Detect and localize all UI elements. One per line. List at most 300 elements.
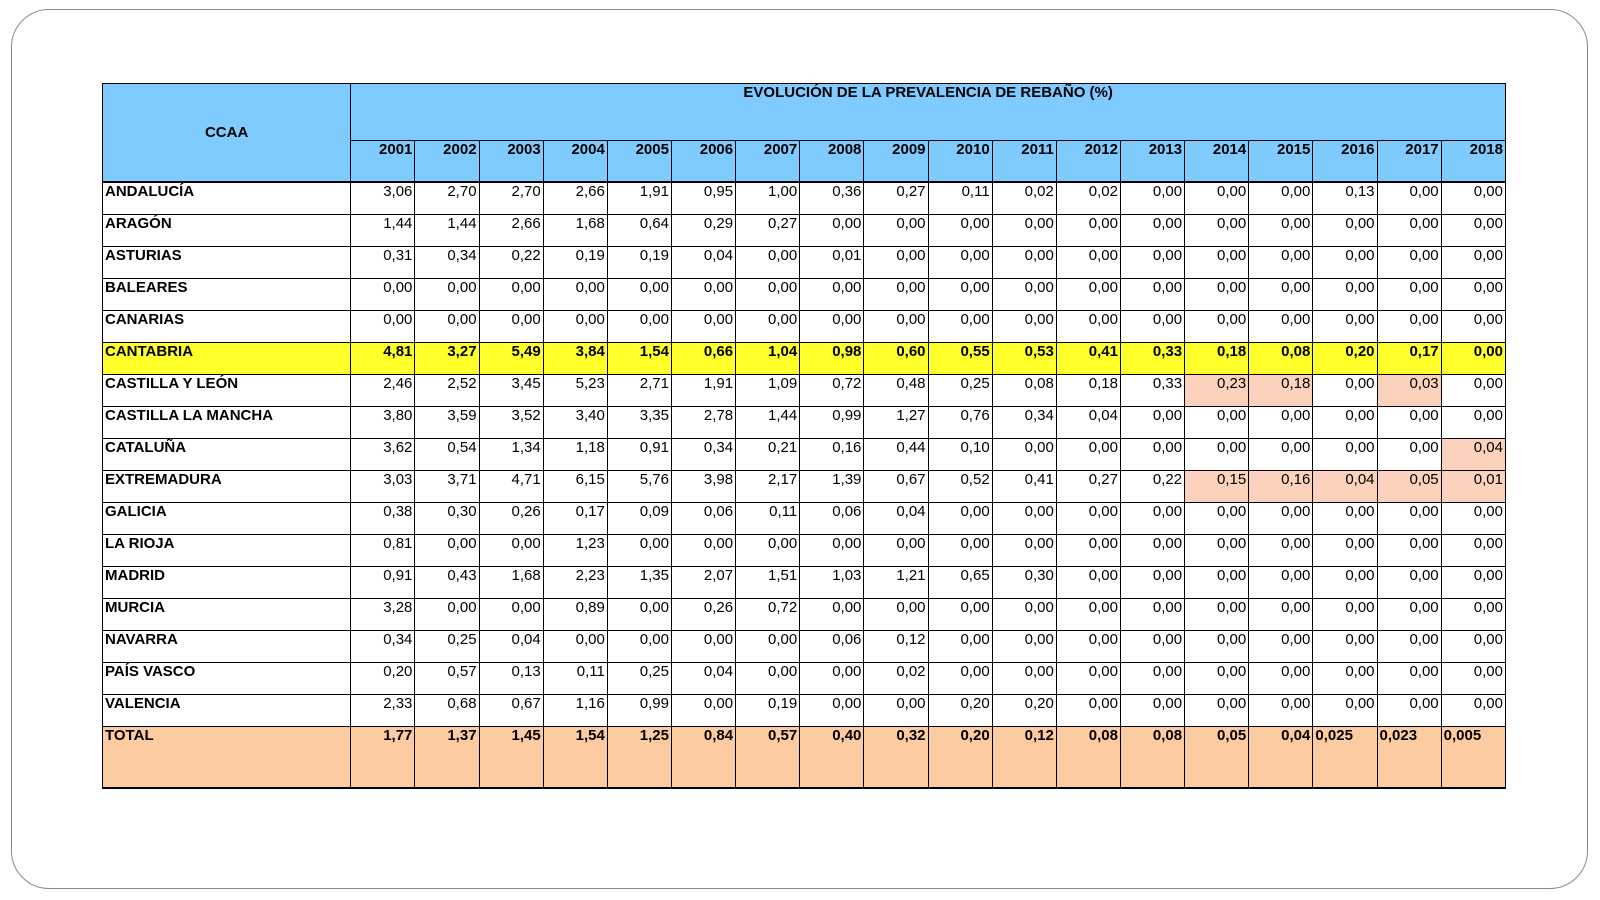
value-cell: 0,26 xyxy=(671,599,735,631)
value-cell: 3,62 xyxy=(351,439,415,471)
value-cell: 2,33 xyxy=(351,695,415,727)
value-cell: 0,00 xyxy=(1441,599,1505,631)
total-value-cell: 0,84 xyxy=(671,727,735,789)
value-cell: 0,00 xyxy=(671,535,735,567)
value-cell: 6,15 xyxy=(543,471,607,503)
value-cell: 0,00 xyxy=(736,247,800,279)
value-cell: 0,16 xyxy=(800,439,864,471)
value-cell: 0,00 xyxy=(1185,631,1249,663)
total-value-cell: 0,023 xyxy=(1377,727,1441,789)
table-body xyxy=(103,182,1506,788)
total-value-cell: 0,20 xyxy=(928,727,992,789)
value-cell: 0,00 xyxy=(1056,535,1120,567)
value-cell: 0,20 xyxy=(928,695,992,727)
year-header: 2004 xyxy=(543,141,607,183)
value-cell: 0,19 xyxy=(543,247,607,279)
value-cell: 0,00 xyxy=(1441,535,1505,567)
value-cell: 1,23 xyxy=(543,535,607,567)
value-cell: 0,36 xyxy=(800,182,864,215)
year-header: 2018 xyxy=(1441,141,1505,183)
value-cell: 0,06 xyxy=(800,503,864,535)
value-cell: 0,00 xyxy=(864,279,928,311)
value-cell: 0,41 xyxy=(1056,343,1120,375)
value-cell: 0,34 xyxy=(992,407,1056,439)
value-cell: 0,00 xyxy=(1441,247,1505,279)
value-cell: 0,00 xyxy=(1056,695,1120,727)
value-cell: 0,00 xyxy=(1441,215,1505,247)
value-cell: 1,44 xyxy=(736,407,800,439)
value-cell: 3,98 xyxy=(671,471,735,503)
value-cell: 0,22 xyxy=(1120,471,1184,503)
value-cell: 2,07 xyxy=(671,567,735,599)
value-cell: 2,70 xyxy=(479,182,543,215)
value-cell: 3,06 xyxy=(351,182,415,215)
value-cell: 0,43 xyxy=(415,567,479,599)
region-name: MURCIA xyxy=(103,599,351,631)
value-cell: 0,00 xyxy=(1441,343,1505,375)
value-cell: 0,00 xyxy=(1441,503,1505,535)
value-cell: 0,00 xyxy=(1377,311,1441,343)
value-cell: 0,00 xyxy=(736,631,800,663)
value-cell: 0,11 xyxy=(928,182,992,215)
value-cell: 3,71 xyxy=(415,471,479,503)
value-cell: 0,52 xyxy=(928,471,992,503)
table-title: EVOLUCIÓN DE LA PREVALENCIA DE REBAÑO (%) xyxy=(351,84,1506,141)
value-cell: 3,80 xyxy=(351,407,415,439)
value-cell: 3,28 xyxy=(351,599,415,631)
value-cell: 0,00 xyxy=(1313,695,1377,727)
value-cell: 0,25 xyxy=(415,631,479,663)
table-row xyxy=(103,567,1506,599)
value-cell: 0,04 xyxy=(671,663,735,695)
value-cell: 1,18 xyxy=(543,439,607,471)
value-cell: 0,41 xyxy=(992,471,1056,503)
value-cell: 0,00 xyxy=(1120,535,1184,567)
value-cell: 0,26 xyxy=(479,503,543,535)
value-cell: 0,00 xyxy=(1185,182,1249,215)
year-header: 2005 xyxy=(607,141,671,183)
table-row xyxy=(103,663,1506,695)
total-value-cell: 0,08 xyxy=(1056,727,1120,789)
value-cell: 0,00 xyxy=(607,535,671,567)
value-cell: 0,05 xyxy=(1377,471,1441,503)
total-value-cell: 0,57 xyxy=(736,727,800,789)
value-cell: 0,67 xyxy=(864,471,928,503)
value-cell: 0,00 xyxy=(1441,631,1505,663)
table-row xyxy=(103,279,1506,311)
value-cell: 0,00 xyxy=(1377,503,1441,535)
value-cell: 0,00 xyxy=(1441,695,1505,727)
value-cell: 0,00 xyxy=(736,535,800,567)
value-cell: 0,16 xyxy=(1249,471,1313,503)
region-name: VALENCIA xyxy=(103,695,351,727)
year-header: 2014 xyxy=(1185,141,1249,183)
value-cell: 0,72 xyxy=(800,375,864,407)
value-cell: 0,20 xyxy=(992,695,1056,727)
value-cell: 0,23 xyxy=(1185,375,1249,407)
value-cell: 0,04 xyxy=(479,631,543,663)
value-cell: 2,66 xyxy=(479,215,543,247)
value-cell: 0,25 xyxy=(928,375,992,407)
value-cell: 0,00 xyxy=(1120,631,1184,663)
value-cell: 0,53 xyxy=(992,343,1056,375)
region-name: ASTURIAS xyxy=(103,247,351,279)
value-cell: 1,21 xyxy=(864,567,928,599)
value-cell: 1,44 xyxy=(351,215,415,247)
value-cell: 0,19 xyxy=(607,247,671,279)
value-cell: 0,00 xyxy=(479,279,543,311)
value-cell: 0,11 xyxy=(543,663,607,695)
value-cell: 0,00 xyxy=(928,311,992,343)
year-header: 2015 xyxy=(1249,141,1313,183)
value-cell: 0,00 xyxy=(1377,247,1441,279)
value-cell: 2,71 xyxy=(607,375,671,407)
value-cell: 0,54 xyxy=(415,439,479,471)
value-cell: 0,00 xyxy=(1377,279,1441,311)
value-cell: 0,00 xyxy=(543,311,607,343)
total-value-cell: 0,08 xyxy=(1120,727,1184,789)
total-value-cell: 0,32 xyxy=(864,727,928,789)
table-row xyxy=(103,695,1506,727)
value-cell: 3,45 xyxy=(479,375,543,407)
value-cell: 0,00 xyxy=(928,599,992,631)
value-cell: 0,00 xyxy=(1056,279,1120,311)
value-cell: 1,34 xyxy=(479,439,543,471)
value-cell: 0,22 xyxy=(479,247,543,279)
region-name: CANARIAS xyxy=(103,311,351,343)
value-cell: 0,01 xyxy=(1441,471,1505,503)
value-cell: 0,00 xyxy=(1313,407,1377,439)
value-cell: 0,00 xyxy=(928,247,992,279)
region-name: CATALUÑA xyxy=(103,439,351,471)
value-cell: 0,00 xyxy=(1185,663,1249,695)
value-cell: 0,00 xyxy=(1313,663,1377,695)
value-cell: 0,18 xyxy=(1185,343,1249,375)
value-cell: 0,00 xyxy=(1249,599,1313,631)
value-cell: 0,00 xyxy=(1120,695,1184,727)
value-cell: 0,38 xyxy=(351,503,415,535)
value-cell: 3,27 xyxy=(415,343,479,375)
value-cell: 0,00 xyxy=(1185,247,1249,279)
value-cell: 0,04 xyxy=(864,503,928,535)
value-cell: 0,00 xyxy=(928,215,992,247)
ccaa-header: CCAA xyxy=(103,84,351,183)
value-cell: 0,00 xyxy=(351,279,415,311)
year-header: 2016 xyxy=(1313,141,1377,183)
value-cell: 1,91 xyxy=(607,182,671,215)
value-cell: 0,60 xyxy=(864,343,928,375)
value-cell: 0,31 xyxy=(351,247,415,279)
value-cell: 0,00 xyxy=(1249,503,1313,535)
year-header: 2011 xyxy=(992,141,1056,183)
region-name: MADRID xyxy=(103,567,351,599)
value-cell: 1,03 xyxy=(800,567,864,599)
value-cell: 0,29 xyxy=(671,215,735,247)
value-cell: 0,91 xyxy=(607,439,671,471)
table-row xyxy=(103,247,1506,279)
value-cell: 0,00 xyxy=(928,535,992,567)
total-value-cell: 0,04 xyxy=(1249,727,1313,789)
value-cell: 0,00 xyxy=(1056,439,1120,471)
value-cell: 0,00 xyxy=(1120,503,1184,535)
value-cell: 0,00 xyxy=(479,311,543,343)
value-cell: 0,27 xyxy=(1056,471,1120,503)
value-cell: 0,00 xyxy=(351,311,415,343)
value-cell: 0,00 xyxy=(479,599,543,631)
region-name: CASTILLA Y LEÓN xyxy=(103,375,351,407)
region-name: ARAGÓN xyxy=(103,215,351,247)
total-value-cell: 1,77 xyxy=(351,727,415,789)
value-cell: 0,04 xyxy=(1441,439,1505,471)
year-header: 2013 xyxy=(1120,141,1184,183)
value-cell: 0,00 xyxy=(543,279,607,311)
value-cell: 0,00 xyxy=(1249,247,1313,279)
value-cell: 0,98 xyxy=(800,343,864,375)
value-cell: 1,51 xyxy=(736,567,800,599)
value-cell: 0,00 xyxy=(1313,599,1377,631)
value-cell: 1,54 xyxy=(607,343,671,375)
value-cell: 0,06 xyxy=(671,503,735,535)
value-cell: 2,17 xyxy=(736,471,800,503)
value-cell: 0,00 xyxy=(1120,247,1184,279)
value-cell: 0,00 xyxy=(1441,567,1505,599)
table-row xyxy=(103,471,1506,503)
value-cell: 1,39 xyxy=(800,471,864,503)
value-cell: 0,00 xyxy=(415,279,479,311)
value-cell: 0,20 xyxy=(1313,343,1377,375)
table-row xyxy=(103,439,1506,471)
value-cell: 0,00 xyxy=(992,439,1056,471)
value-cell: 0,00 xyxy=(864,215,928,247)
value-cell: 0,13 xyxy=(479,663,543,695)
value-cell: 0,00 xyxy=(1056,599,1120,631)
value-cell: 0,64 xyxy=(607,215,671,247)
value-cell: 0,76 xyxy=(928,407,992,439)
value-cell: 0,00 xyxy=(479,535,543,567)
prevalence-table xyxy=(102,83,1506,789)
value-cell: 0,18 xyxy=(1249,375,1313,407)
value-cell: 2,52 xyxy=(415,375,479,407)
value-cell: 0,00 xyxy=(1249,182,1313,215)
value-cell: 0,00 xyxy=(415,311,479,343)
table-row xyxy=(103,375,1506,407)
total-label: TOTAL xyxy=(103,727,351,789)
value-cell: 0,00 xyxy=(992,215,1056,247)
total-value-cell: 1,25 xyxy=(607,727,671,789)
value-cell: 0,00 xyxy=(1185,407,1249,439)
table-row xyxy=(103,503,1506,535)
value-cell: 0,00 xyxy=(1249,311,1313,343)
value-cell: 0,00 xyxy=(992,631,1056,663)
value-cell: 0,00 xyxy=(1377,182,1441,215)
value-cell: 0,48 xyxy=(864,375,928,407)
value-cell: 0,68 xyxy=(415,695,479,727)
value-cell: 0,17 xyxy=(1377,343,1441,375)
value-cell: 0,00 xyxy=(1120,599,1184,631)
value-cell: 0,00 xyxy=(1441,279,1505,311)
value-cell: 0,00 xyxy=(607,631,671,663)
value-cell: 0,00 xyxy=(928,663,992,695)
value-cell: 0,00 xyxy=(1313,567,1377,599)
value-cell: 0,00 xyxy=(1120,567,1184,599)
value-cell: 0,27 xyxy=(864,182,928,215)
value-cell: 0,00 xyxy=(1377,599,1441,631)
value-cell: 5,23 xyxy=(543,375,607,407)
value-cell: 0,00 xyxy=(671,695,735,727)
value-cell: 0,00 xyxy=(1441,375,1505,407)
value-cell: 0,00 xyxy=(864,247,928,279)
value-cell: 5,76 xyxy=(607,471,671,503)
value-cell: 0,04 xyxy=(671,247,735,279)
value-cell: 0,06 xyxy=(800,631,864,663)
value-cell: 0,00 xyxy=(992,535,1056,567)
region-name: CASTILLA LA MANCHA xyxy=(103,407,351,439)
table-row xyxy=(103,182,1506,215)
value-cell: 0,19 xyxy=(736,695,800,727)
total-value-cell: 0,025 xyxy=(1313,727,1377,789)
value-cell: 0,00 xyxy=(1185,503,1249,535)
value-cell: 0,00 xyxy=(671,631,735,663)
region-name: CANTABRIA xyxy=(103,343,351,375)
value-cell: 0,00 xyxy=(1249,567,1313,599)
value-cell: 0,00 xyxy=(864,695,928,727)
value-cell: 0,00 xyxy=(1377,215,1441,247)
total-value-cell: 0,005 xyxy=(1441,727,1505,789)
value-cell: 0,34 xyxy=(671,439,735,471)
value-cell: 0,00 xyxy=(1056,503,1120,535)
region-name: GALICIA xyxy=(103,503,351,535)
value-cell: 0,00 xyxy=(1377,535,1441,567)
value-cell: 0,00 xyxy=(800,663,864,695)
value-cell: 0,00 xyxy=(864,599,928,631)
value-cell: 4,71 xyxy=(479,471,543,503)
value-cell: 0,00 xyxy=(1249,215,1313,247)
value-cell: 0,00 xyxy=(1056,631,1120,663)
value-cell: 1,04 xyxy=(736,343,800,375)
region-name: NAVARRA xyxy=(103,631,351,663)
value-cell: 0,00 xyxy=(800,599,864,631)
value-cell: 0,00 xyxy=(928,631,992,663)
value-cell: 0,00 xyxy=(992,503,1056,535)
value-cell: 0,00 xyxy=(607,311,671,343)
value-cell: 0,72 xyxy=(736,599,800,631)
table-row xyxy=(103,631,1506,663)
value-cell: 0,00 xyxy=(415,599,479,631)
value-cell: 0,00 xyxy=(992,599,1056,631)
value-cell: 0,04 xyxy=(1313,471,1377,503)
value-cell: 0,11 xyxy=(736,503,800,535)
value-cell: 0,00 xyxy=(1249,279,1313,311)
value-cell: 0,91 xyxy=(351,567,415,599)
value-cell: 0,65 xyxy=(928,567,992,599)
value-cell: 0,00 xyxy=(1056,567,1120,599)
year-header: 2001 xyxy=(351,141,415,183)
total-row xyxy=(103,727,1506,789)
value-cell: 0,00 xyxy=(1249,631,1313,663)
value-cell: 0,00 xyxy=(1441,182,1505,215)
value-cell: 3,59 xyxy=(415,407,479,439)
value-cell: 0,10 xyxy=(928,439,992,471)
value-cell: 0,00 xyxy=(1313,247,1377,279)
value-cell: 2,78 xyxy=(671,407,735,439)
value-cell: 0,00 xyxy=(800,215,864,247)
value-cell: 0,00 xyxy=(671,279,735,311)
value-cell: 0,00 xyxy=(1120,182,1184,215)
value-cell: 3,03 xyxy=(351,471,415,503)
value-cell: 0,00 xyxy=(1120,439,1184,471)
value-cell: 1,00 xyxy=(736,182,800,215)
value-cell: 0,00 xyxy=(1185,695,1249,727)
value-cell: 1,09 xyxy=(736,375,800,407)
total-value-cell: 1,54 xyxy=(543,727,607,789)
value-cell: 0,00 xyxy=(1377,407,1441,439)
value-cell: 0,25 xyxy=(607,663,671,695)
value-cell: 0,00 xyxy=(1249,695,1313,727)
value-cell: 0,00 xyxy=(1377,439,1441,471)
value-cell: 0,99 xyxy=(607,695,671,727)
value-cell: 0,00 xyxy=(800,695,864,727)
value-cell: 0,02 xyxy=(992,182,1056,215)
value-cell: 0,00 xyxy=(1185,599,1249,631)
value-cell: 0,34 xyxy=(351,631,415,663)
value-cell: 0,00 xyxy=(1249,535,1313,567)
region-name: PAÍS VASCO xyxy=(103,663,351,695)
value-cell: 1,16 xyxy=(543,695,607,727)
value-cell: 0,34 xyxy=(415,247,479,279)
value-cell: 0,00 xyxy=(1056,311,1120,343)
value-cell: 0,57 xyxy=(415,663,479,695)
year-header: 2007 xyxy=(736,141,800,183)
value-cell: 0,09 xyxy=(607,503,671,535)
region-name: LA RIOJA xyxy=(103,535,351,567)
value-cell: 3,40 xyxy=(543,407,607,439)
value-cell: 0,00 xyxy=(1249,663,1313,695)
value-cell: 3,84 xyxy=(543,343,607,375)
value-cell: 0,03 xyxy=(1377,375,1441,407)
value-cell: 0,00 xyxy=(864,311,928,343)
value-cell: 0,00 xyxy=(1056,247,1120,279)
value-cell: 4,81 xyxy=(351,343,415,375)
value-cell: 0,08 xyxy=(1249,343,1313,375)
total-value-cell: 1,45 xyxy=(479,727,543,789)
region-name: ANDALUCÍA xyxy=(103,182,351,215)
value-cell: 0,00 xyxy=(736,663,800,695)
value-cell: 0,00 xyxy=(1056,215,1120,247)
value-cell: 1,44 xyxy=(415,215,479,247)
value-cell: 0,00 xyxy=(1120,407,1184,439)
total-value-cell: 0,12 xyxy=(992,727,1056,789)
value-cell: 0,17 xyxy=(543,503,607,535)
value-cell: 0,00 xyxy=(800,535,864,567)
value-cell: 0,00 xyxy=(864,535,928,567)
value-cell: 0,12 xyxy=(864,631,928,663)
value-cell: 0,00 xyxy=(1313,215,1377,247)
total-value-cell: 0,05 xyxy=(1185,727,1249,789)
region-name: BALEARES xyxy=(103,279,351,311)
value-cell: 2,46 xyxy=(351,375,415,407)
value-cell: 0,00 xyxy=(1313,375,1377,407)
value-cell: 0,00 xyxy=(1120,311,1184,343)
value-cell: 0,01 xyxy=(800,247,864,279)
value-cell: 1,68 xyxy=(543,215,607,247)
year-header: 2009 xyxy=(864,141,928,183)
value-cell: 0,00 xyxy=(1185,535,1249,567)
value-cell: 0,81 xyxy=(351,535,415,567)
table-row xyxy=(103,407,1506,439)
value-cell: 0,33 xyxy=(1120,375,1184,407)
value-cell: 2,66 xyxy=(543,182,607,215)
value-cell: 0,00 xyxy=(736,279,800,311)
